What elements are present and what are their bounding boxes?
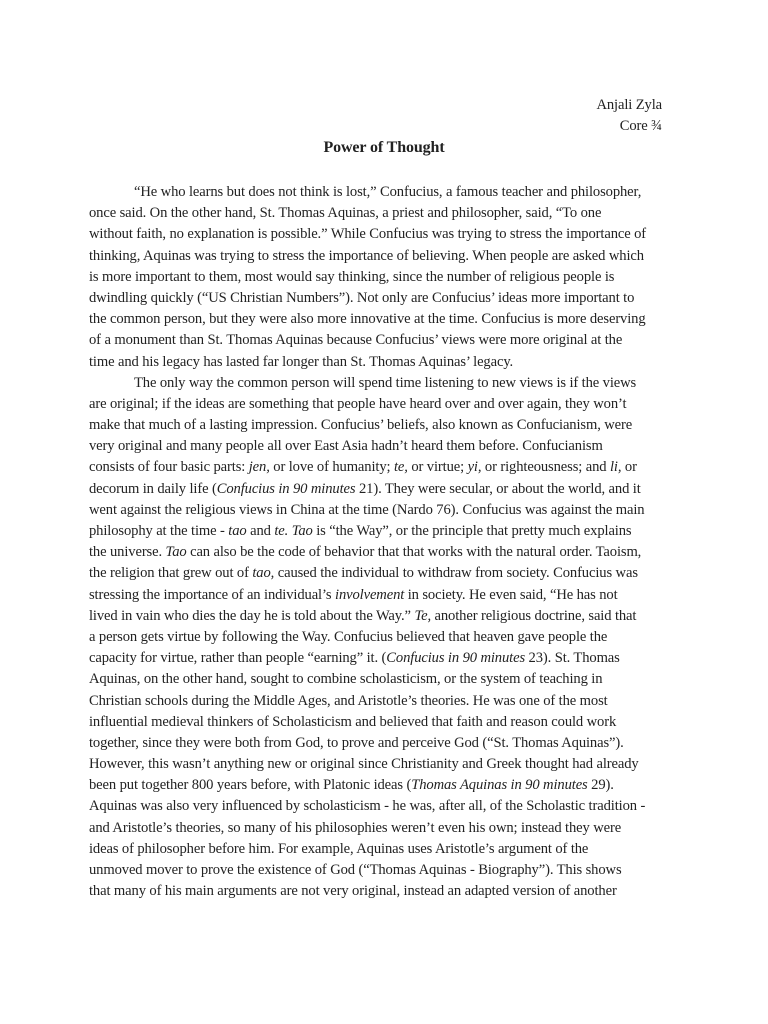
text-line [89, 860, 689, 881]
course-label: Core ¾ [619, 118, 662, 135]
text-line [89, 182, 689, 203]
text-line [89, 479, 689, 500]
italic-text: li, [609, 459, 622, 476]
text-run: lived in vain who dies the day he is told about the Way.” [89, 607, 415, 624]
text-run: 29). [587, 777, 614, 794]
text-line [89, 585, 689, 606]
text-run: However, this wasn’t anything new or original since Christianity and Greek thought had already [89, 756, 639, 773]
text-run: and [246, 523, 275, 539]
text-line [89, 563, 689, 584]
text-run: is more important to them, most would say thinking, since the number of religious people is [89, 268, 615, 285]
text-run: without faith, no explanation is possible.” While Confucius was trying to stress the importance of [89, 226, 647, 243]
text-run: or love of humanity; [269, 459, 394, 476]
text-run: once said. On the other hand, St. Thomas Aquinas, a priest and philosopher, said, “To one [89, 205, 602, 222]
text-run: 23). St. Thomas [525, 650, 620, 667]
italic-text: Thomas Aquinas in 90 minutes [411, 777, 588, 794]
text-run: decorum in daily life ( [89, 480, 217, 497]
text-run: dwindling quickly (“US Christian Numbers”). Not only are Confucius’ ideas more important to [89, 289, 635, 306]
text-line [89, 796, 689, 817]
text-line [89, 267, 689, 288]
text-line [89, 606, 689, 627]
text-run: or [621, 459, 637, 476]
text-run: or righteousness; and [481, 459, 610, 476]
text-line [89, 415, 689, 436]
italic-text: Confucius in 90 minutes [216, 480, 356, 497]
text-line [89, 521, 689, 542]
text-line [89, 542, 689, 563]
text-run: caused the individual to withdraw from society. Confucius was [274, 565, 638, 582]
text-run: ideas of philosopher before him. For example, Aquinas uses Aristotle’s argument of the [89, 840, 589, 857]
text-line [89, 309, 689, 330]
text-line [89, 288, 689, 309]
text-run: stressing the importance of an individual’s [89, 586, 336, 603]
italic-text: tao [228, 523, 247, 539]
text-run: the religion that grew out of [89, 565, 253, 582]
text-run: The only way the common person will spend time listening to new views is if the views [134, 374, 637, 391]
header-block [596, 95, 662, 137]
text-line [89, 627, 689, 648]
italic-text: yi, [467, 459, 482, 476]
text-run: influential medieval thinkers of Scholasticism and believed that faith and reason could work [89, 713, 617, 730]
italic-text: Confucius in 90 minutes [386, 650, 526, 667]
text-run: are original; if the ideas are something that people have heard over and over again, they won’t [89, 395, 627, 412]
text-run: been put together 800 years before, with Platonic ideas ( [89, 777, 412, 794]
text-run: together, since they were both from God, to prove and perceive God (“St. Thomas Aquinas”). [89, 734, 624, 751]
text-run: went against the religious views in China at the time (Nardo 76). Confucius was against the main [89, 501, 645, 518]
text-run: “He who learns but does not think is lost,” Confucius, a famous teacher and philosopher, [134, 184, 642, 200]
text-run: the universe. [89, 544, 166, 561]
author-name: Anjali Zyla [596, 97, 662, 113]
text-run: is “the Way”, or the principle that pretty much explains [312, 523, 632, 539]
text-run: in society. He even said, “He has not [404, 586, 618, 603]
text-run: make that much of a lasting impression. Confucius’ beliefs, also known as Confucianism, were [89, 417, 633, 434]
italic-text: tao, [252, 565, 275, 582]
text-run: the common person, but they were also more innovative at the time. Confucius is more deserving [89, 311, 646, 328]
body-text [89, 182, 689, 902]
text-line [89, 691, 689, 712]
italic-text: te, [393, 459, 408, 476]
text-line [89, 352, 689, 373]
text-run: philosophy at the time - [89, 523, 229, 539]
italic-text: Tao [165, 544, 187, 561]
text-line [89, 754, 689, 775]
text-run: capacity for virtue, rather than people “earning” it. ( [89, 650, 387, 667]
text-run: unmoved mover to prove the existence of God (“Thomas Aquinas - Biography”). This shows [89, 862, 622, 878]
text-line [89, 394, 689, 415]
text-run: can also be the code of behavior that that works with the natural order. Taoism, [186, 544, 642, 561]
document-title: Power of Thought [323, 139, 445, 156]
text-run: another religious doctrine, said that [430, 607, 637, 624]
text-run: time and his legacy has lasted far longer than St. Thomas Aquinas’ legacy. [89, 353, 514, 370]
text-line [89, 733, 689, 754]
text-run: consists of four basic parts: [89, 459, 249, 476]
text-run: or virtue; [407, 459, 468, 476]
text-line [89, 457, 689, 478]
text-run: thinking, Aquinas was trying to stress the importance of believing. When people are asked which [89, 247, 644, 264]
text-line [89, 436, 689, 457]
text-line [89, 881, 689, 902]
text-run: 21). They were secular, or about the world, and it [355, 480, 641, 497]
text-run: very original and many people all over East Asia hadn’t heard them before. Confucianism [89, 438, 603, 455]
text-line [89, 224, 689, 245]
text-run: of a monument than St. Thomas Aquinas because Confucius’ views were more original at the [89, 332, 623, 349]
text-line [89, 648, 689, 669]
text-line [89, 839, 689, 860]
italic-text: te. Tao [274, 523, 313, 539]
italic-text: jen, [248, 459, 270, 476]
text-run: that many of his main arguments are not very original, instead an adapted version of another [89, 883, 617, 900]
italic-text: involvement [335, 586, 405, 603]
text-run: Christian schools during the Middle Ages, and Aristotle’s theories. He was one of the most [89, 692, 608, 709]
text-line [89, 500, 689, 521]
text-line [89, 775, 689, 796]
text-run: and Aristotle’s theories, so many of his philosophies weren’t even his own; instead they were [89, 819, 622, 836]
text-line [89, 246, 689, 267]
text-line [89, 203, 689, 224]
text-line [89, 373, 689, 394]
text-line [89, 712, 689, 733]
italic-text: Te, [414, 607, 431, 624]
text-run: Aquinas was also very influenced by scholasticism - he was, after all, of the Scholastic tradition - [89, 798, 646, 815]
text-run: Aquinas, on the other hand, sought to combine scholasticism, or the system of teaching in [89, 671, 603, 688]
text-run: a person gets virtue by following the Way. Confucius believed that heaven gave people the [89, 628, 608, 645]
text-line [89, 669, 689, 690]
text-line [89, 818, 689, 839]
text-line [89, 330, 689, 351]
